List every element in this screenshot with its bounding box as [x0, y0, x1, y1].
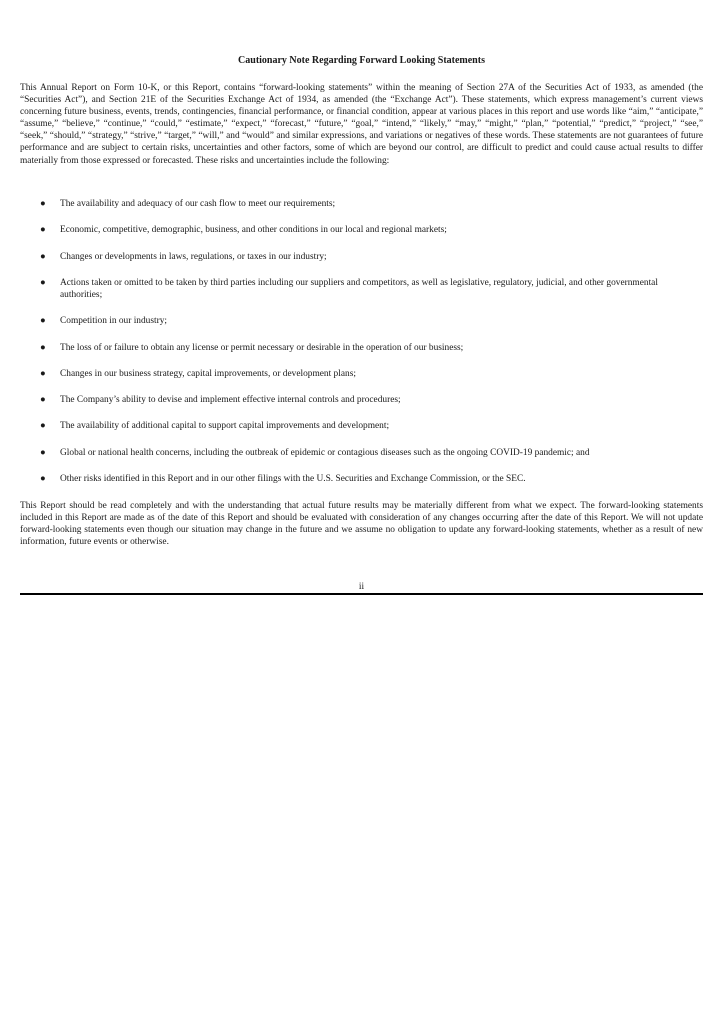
list-item-text: Global or national health concerns, including the outbreak of epidemic or contagious diseases such as the ongoing COVID-19 pandemic; and [60, 447, 590, 458]
list-item [20, 342, 703, 354]
section-title: Cautionary Note Regarding Forward Looking Statements [238, 55, 485, 66]
bullet-icon: ● [40, 225, 46, 236]
list-item-text: The availability of additional capital to support capital improvements and development; [60, 421, 390, 432]
list-item-text: Competition in our industry; [60, 316, 168, 327]
list-item [20, 473, 703, 485]
bullet-icon: ● [40, 395, 46, 406]
list-item [20, 198, 703, 210]
bullet-icon: ● [40, 473, 46, 484]
list-item-text: Changes or developments in laws, regulations, or taxes in our industry; [60, 251, 327, 262]
list-item [20, 315, 703, 327]
bullet-icon: ● [40, 277, 46, 288]
list-item-text: The loss of or failure to obtain any license or permit necessary or desirable in the operation of our business; [60, 342, 464, 353]
bullet-icon: ● [40, 199, 46, 209]
closing-paragraph: This Report should be read completely and with the understanding that actual future results may be materially different from what we expect. The forward-looking statements included in this Report are made as of the date of this Report and should be evaluated with consideration of any changes occurring after the date of this Report. We will not update forward-looking statements even though our situation may change in the future and we assume no obligation to update any forward-looking statements, whether as a result of new information, future events or otherwise. [20, 501, 703, 548]
bullet-icon: ● [40, 368, 46, 379]
risk-factor-list [20, 198, 703, 499]
page-divider [20, 593, 703, 595]
bullet-icon: ● [40, 251, 46, 262]
list-item-text: The Company’s ability to devise and implement effective internal controls and procedures; [60, 395, 401, 406]
page-number: ii [358, 582, 365, 592]
list-item-text: Actions taken or omitted to be taken by third parties including our suppliers and competitors, as well as legislative, regulatory, judicial, and other governmental authorities; [60, 277, 658, 300]
bullet-icon: ● [40, 342, 46, 353]
list-item [20, 394, 703, 406]
list-item-text: Changes in our business strategy, capital improvements, or development plans; [60, 368, 356, 379]
list-item-text: The availability and adequacy of our cash flow to meet our requirements; [60, 199, 336, 209]
bullet-icon: ● [40, 316, 46, 327]
list-item [20, 277, 703, 301]
list-item [20, 224, 703, 236]
list-item [20, 420, 703, 432]
list-item [20, 251, 703, 263]
intro-paragraph: This Annual Report on Form 10-K, or this Report, contains “forward-looking statements” within the meaning of Section 27A of the Securities Act of 1933, as amended (the “Securities Act”), and Section 21E of the Securities Exchange Act of 1934, as amended (the “Exchange Act”). These statements, which express management’s current views concerning future business, events, trends, contingencies, financial performance, or financial condition, appear at various places in this report and use words like “aim,” “anticipate,” “assume,” “believe,” “continue,” “could,” “estimate,” “expect,” “forecast,” “future,” “goal,” “intend,” “likely,” “may,” “might,” “plan,” “potential,” “predict,” “project,” “see,” “seek,” “should,” “strategy,” “strive,” “target,” “will,” and “would” and similar expressions, and variations or negatives of these words. These statements are not guarantees of future performance and are subject to certain risks, uncertainties and other factors, some of which are beyond our control, are difficult to predict and could cause actual results to differ materially from those expressed or forecasted. These risks and uncertainties include the following: [20, 83, 703, 166]
bullet-icon: ● [40, 421, 46, 432]
list-item-text: Other risks identified in this Report and in our other filings with the U.S. Securities and Exchange Commission, or the SEC. [60, 473, 526, 484]
list-item [20, 368, 703, 380]
list-item-text: Economic, competitive, demographic, business, and other conditions in our local and regional markets; [60, 225, 447, 236]
bullet-icon: ● [40, 447, 46, 458]
list-item [20, 447, 703, 459]
